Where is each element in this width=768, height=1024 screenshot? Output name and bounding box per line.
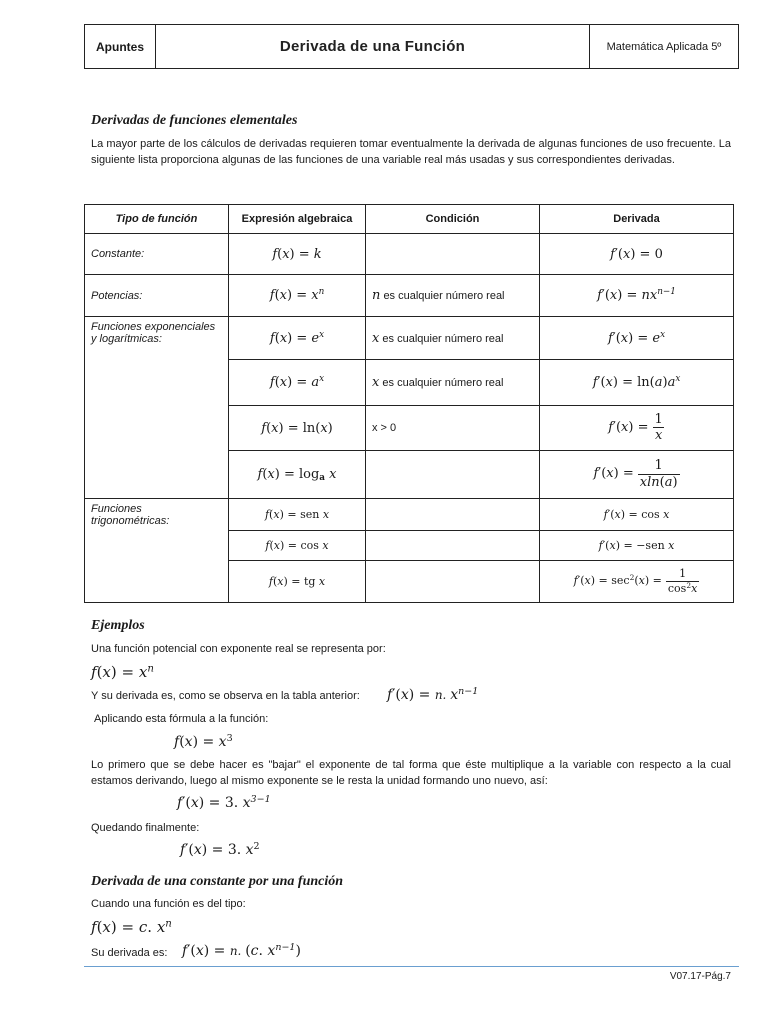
expr-cos: f(x) = cos x <box>229 531 366 561</box>
expr-tg: f(x) = tg x <box>229 561 366 603</box>
expr-sen: f(x) = sen x <box>229 499 366 531</box>
expr-ln: f(x) = ln(x) <box>229 406 366 451</box>
section-title-ejemplos: Ejemplos <box>91 618 145 633</box>
cond-x-pos: x > 0 <box>366 406 540 451</box>
col-header-condicion: Condición <box>366 205 540 234</box>
ejemplos-paragraph: Lo primero que se debe hacer es "bajar" el exponente de tal forma que éste multiplique a la variable con respecto a la cual estamos derivando, luego al mismo exponente se le resta la unidad formando uno nuevo, así: <box>91 759 731 787</box>
header-left-label: Apuntes <box>85 25 156 68</box>
table-header-row <box>85 205 734 234</box>
deriv-log-a: f′(x) = $\frac{1}{xln(a)}$ <box>540 451 734 499</box>
equation-fx-xn: $f(x) = x^n$ <box>91 663 154 681</box>
ejemplos-line-1: Una función potencial con exponente real se representa por: <box>91 643 386 655</box>
expr-exp-a: $f(x) = a^x$ <box>229 360 366 406</box>
cond-empty <box>366 234 540 275</box>
expr-log-a: $f(x) = \log_a x$ <box>229 451 366 499</box>
equation-derivative-general: f′(x) = n. $x^{n-1}$ <box>387 685 479 703</box>
cond-text: es cualquier número real <box>382 377 504 389</box>
page-header <box>84 24 739 69</box>
cond-x-real-2: x es cualquier número real <box>366 360 540 406</box>
deriv-constante: f′(x) = 0 <box>540 234 734 275</box>
table-row <box>85 234 734 275</box>
table-row <box>85 275 734 317</box>
deriv-exp: $f'(x) = e^x$ <box>540 317 734 360</box>
footer-page-number: V07.17-Pág.7 <box>669 971 731 982</box>
cond-x-real: x es cualquier número real <box>366 317 540 360</box>
ejemplos-line-4: Quedando finalmente: <box>91 822 200 834</box>
table-row <box>85 499 734 531</box>
col-header-expresion: Expresión algebraica <box>229 205 366 234</box>
table-row <box>85 317 734 360</box>
cond-empty <box>366 561 540 603</box>
deriv-sen: f′(x) = cos x <box>540 499 734 531</box>
ejemplos-line-2: Y su derivada es, como se observa en la tabla anterior: <box>91 690 360 702</box>
derivatives-table <box>84 204 734 603</box>
deriv-cos: f′(x) = −sen x <box>540 531 734 561</box>
equation-derivative-cxn: f′(x) = n. (c. $x^{n-1}$) <box>182 941 301 959</box>
intro-paragraph: La mayor parte de los cálculos de derivadas requieren tomar eventualmente la derivada de algunas funciones de uso frecuente. La siguiente lista proporciona algunas de las funciones de una variable real más usadas y sus correspondientes derivadas. <box>91 138 731 166</box>
section3-line-2: Su derivada es: <box>91 947 168 959</box>
footer-divider <box>84 966 739 967</box>
header-title: Derivada de una Función <box>156 25 590 68</box>
section-title-derivadas: Derivadas de funciones elementales <box>91 113 298 128</box>
type-exp-log: Funciones exponenciales y logarítmicas: <box>85 317 229 499</box>
cond-empty <box>366 499 540 531</box>
cond-empty <box>366 531 540 561</box>
section-title-constante-por-funcion: Derivada de una constante por una función <box>91 874 344 889</box>
type-trig: Funciones trigonométricas: <box>85 499 229 603</box>
type-constante: Constante: <box>85 234 229 275</box>
deriv-tg: $f'(x) = \sec^2(x)$ = $\frac{1}{\cos^2x}$ <box>540 561 734 603</box>
header-right-label: Matemática Aplicada 5º <box>606 40 722 53</box>
expr-potencia: $f(x) = x^n$ <box>229 275 366 317</box>
cond-text: es cualquier número real <box>383 290 505 302</box>
expr-constante: f(x) = k <box>229 234 366 275</box>
equation-fx-x3: $f(x) = x^3$ <box>174 732 233 750</box>
expr-exp: $f(x) = e^x$ <box>229 317 366 360</box>
cond-text: es cualquier número real <box>382 332 504 345</box>
equation-derivative-step: f′(x) = 3. $x^{3-1}$ <box>177 793 271 811</box>
cond-empty <box>366 451 540 499</box>
deriv-exp-a: $f'(x) = \ln(a)a^x$ <box>540 360 734 406</box>
section3-line-1: Cuando una función es del tipo: <box>91 898 246 910</box>
equation-fx-cxn: f(x) = c. $x^n$ <box>91 918 172 936</box>
col-header-derivada: Derivada <box>540 205 734 234</box>
cond-n-real: n es cualquier número real <box>366 275 540 317</box>
deriv-potencia: $f'(x) = nx^{n-1}$ <box>540 275 734 317</box>
ejemplos-line-3: Aplicando esta fórmula a la función: <box>94 713 269 725</box>
equation-derivative-final: f′(x) = 3. $x^2$ <box>180 840 260 858</box>
col-header-tipo: Tipo de función <box>85 205 229 234</box>
deriv-ln: f′(x) = $\frac{1}{x}$ <box>540 406 734 451</box>
type-potencias: Potencias: <box>85 275 229 317</box>
